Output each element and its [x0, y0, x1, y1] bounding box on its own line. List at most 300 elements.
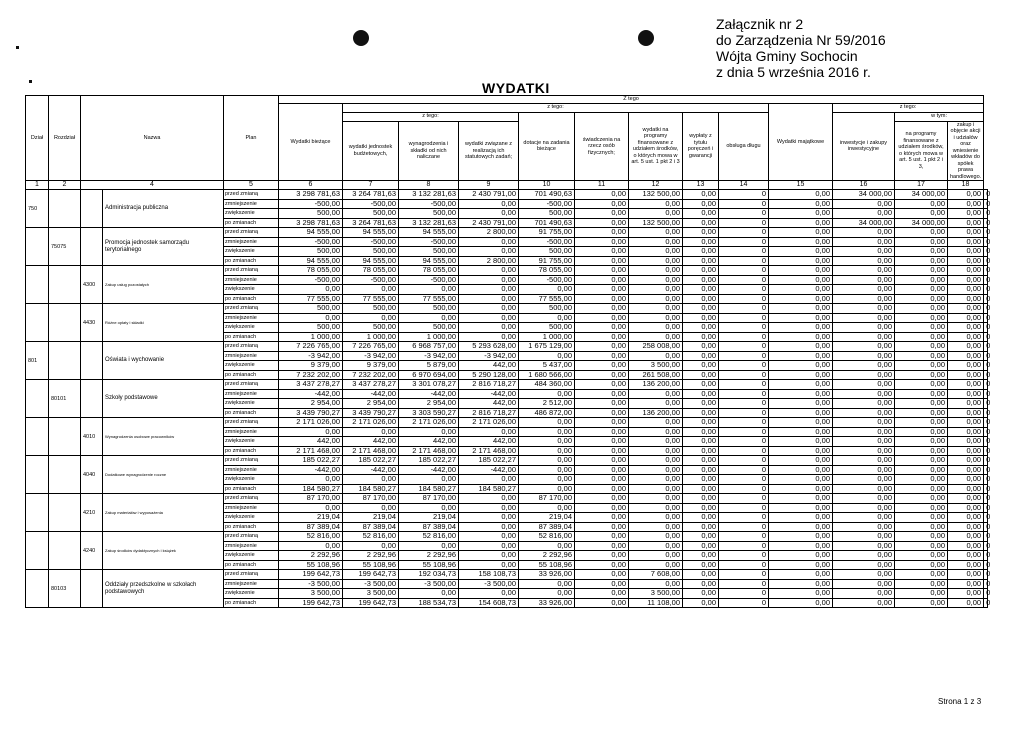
amount-cell: 258 008,00 [629, 342, 683, 352]
amount-cell: 55 108,96 [519, 560, 575, 570]
amount-cell: 0,00 [769, 427, 833, 437]
amount-cell: 2 954,00 [343, 399, 399, 409]
amount-cell: 0,00 [519, 484, 575, 494]
amount-cell: 0,00 [683, 475, 719, 485]
amount-cell: 0 [984, 342, 988, 352]
amount-cell: 0,00 [575, 190, 629, 200]
amount-cell: 0,00 [683, 389, 719, 399]
amount-cell: 0,00 [575, 465, 629, 475]
amount-cell: 0 [719, 551, 769, 561]
amount-cell: 0 [984, 332, 988, 342]
amount-cell: 0,00 [769, 247, 833, 257]
amount-cell: 132 500,00 [629, 190, 683, 200]
amount-cell: 78 055,00 [343, 266, 399, 276]
amount-cell: 77 555,00 [279, 294, 343, 304]
amount-cell: 0,00 [575, 503, 629, 513]
amount-cell: 2 171 468,00 [399, 446, 459, 456]
amount-cell: 0,00 [948, 551, 984, 561]
column-number: 7 [343, 181, 399, 190]
amount-cell: 500,00 [279, 323, 343, 333]
row-type-label: zmniejszenie [224, 465, 279, 475]
dzial-code [26, 532, 49, 570]
amount-cell: 0,00 [948, 199, 984, 209]
amount-cell: 219,04 [343, 513, 399, 523]
amount-cell: 94 555,00 [399, 256, 459, 266]
amount-cell: 0 [984, 209, 988, 219]
amount-cell: -3 942,00 [399, 351, 459, 361]
amount-cell: 87 389,04 [343, 522, 399, 532]
amount-cell: 0,00 [895, 342, 948, 352]
amount-cell: 87 389,04 [519, 522, 575, 532]
amount-cell: 0,00 [769, 313, 833, 323]
amount-cell: 87 389,04 [399, 522, 459, 532]
amount-cell: 0,00 [895, 285, 948, 295]
amount-cell: 0,00 [833, 313, 895, 323]
amount-cell: -442,00 [399, 389, 459, 399]
dzial-code: 801 [26, 342, 49, 380]
amount-cell: 0 [984, 294, 988, 304]
amount-cell: 0,00 [833, 237, 895, 247]
amount-cell: 0,00 [575, 256, 629, 266]
amount-cell: 0,00 [769, 579, 833, 589]
amount-cell: 500,00 [519, 304, 575, 314]
paragraf-code: 4240 [81, 532, 103, 570]
amount-cell: 0 [984, 237, 988, 247]
amount-cell: 0,00 [575, 342, 629, 352]
amount-cell: 0,00 [948, 513, 984, 523]
item-name: Dodatkowe wynagrodzenie roczne [103, 456, 224, 494]
amount-cell: 0,00 [629, 237, 683, 247]
paragraf-code: 4040 [81, 456, 103, 494]
amount-cell: 0,00 [948, 570, 984, 580]
amount-cell: -500,00 [343, 199, 399, 209]
amount-cell: 0 [719, 541, 769, 551]
amount-cell: 0,00 [895, 598, 948, 608]
amount-cell: 0 [984, 589, 988, 599]
amount-cell: 0,00 [575, 456, 629, 466]
amount-cell: 0,00 [279, 503, 343, 513]
amount-cell: 0,00 [399, 503, 459, 513]
amount-cell: 0,00 [575, 361, 629, 371]
amount-cell: 7 232 202,00 [279, 370, 343, 380]
amount-cell: 0,00 [683, 256, 719, 266]
amount-cell: 77 555,00 [343, 294, 399, 304]
amount-cell: 0 [984, 190, 988, 200]
amount-cell: 0,00 [769, 361, 833, 371]
amount-cell: 219,04 [279, 513, 343, 523]
amount-cell: 78 055,00 [279, 266, 343, 276]
amount-cell: 0,00 [895, 199, 948, 209]
amount-cell: 0,00 [895, 399, 948, 409]
rozdzial-code [49, 532, 81, 570]
amount-cell: 500,00 [399, 209, 459, 219]
amount-cell: 184 580,27 [279, 484, 343, 494]
row-type-label: zwiększenie [224, 323, 279, 333]
amount-cell: 0,00 [948, 237, 984, 247]
row-type-label: zmniejszenie [224, 199, 279, 209]
col-header-wydatki-jednostek: wydatki jednostek budżetowych, [343, 121, 399, 181]
amount-cell: 0,00 [895, 513, 948, 523]
amount-cell: 0,00 [833, 209, 895, 219]
amount-cell: 0,00 [575, 332, 629, 342]
amount-cell: 0,00 [575, 541, 629, 551]
amount-cell: 0,00 [948, 494, 984, 504]
dzial-code [26, 570, 49, 608]
col-header-zakup-akcji: zakup i objęcie akcji i udziałów oraz wniesienie wkładów do spółek prawa handlowego. [948, 121, 984, 181]
amount-cell: 52 816,00 [343, 532, 399, 542]
amount-cell: 0 [719, 313, 769, 323]
row-type-label: po zmianach [224, 522, 279, 532]
amount-cell: 0,00 [575, 437, 629, 447]
amount-cell: 0,00 [629, 560, 683, 570]
amount-cell: 3 439 790,27 [279, 408, 343, 418]
row-type-label: zmniejszenie [224, 237, 279, 247]
amount-cell: 0,00 [895, 456, 948, 466]
amount-cell: 2 171 468,00 [343, 446, 399, 456]
amount-cell: 184 580,27 [459, 484, 519, 494]
table-row [26, 570, 988, 580]
amount-cell: 0,00 [895, 380, 948, 390]
amount-cell: 0,00 [459, 285, 519, 295]
amount-cell: 0,00 [519, 475, 575, 485]
amount-cell: 0,00 [575, 285, 629, 295]
amount-cell: 0,00 [948, 190, 984, 200]
col-header-programy-majatkowe: na programy finansowane z udziałem środków, o których mowa w art. 5 ust. 1 pkt 2 i 3, [895, 121, 948, 181]
amount-cell: 0 [984, 399, 988, 409]
row-type-label: przed zmianą [224, 532, 279, 542]
amount-cell: 0,00 [895, 484, 948, 494]
column-number: 1 [26, 181, 49, 190]
amount-cell: 2 292,96 [279, 551, 343, 561]
amount-cell: 0,00 [399, 541, 459, 551]
amount-cell: 0,00 [769, 399, 833, 409]
amount-cell: 2 800,00 [459, 256, 519, 266]
amount-cell: 0,00 [459, 532, 519, 542]
row-type-label: zmniejszenie [224, 503, 279, 513]
amount-cell: 0,00 [683, 418, 719, 428]
amount-cell: 0,00 [575, 532, 629, 542]
amount-cell: 55 108,96 [399, 560, 459, 570]
amount-cell: 0 [719, 228, 769, 238]
amount-cell: 2 171 026,00 [399, 418, 459, 428]
amount-cell: 0 [719, 370, 769, 380]
column-number: 11 [575, 181, 629, 190]
paragraf-code: 4430 [81, 304, 103, 342]
amount-cell: 185 022,27 [399, 456, 459, 466]
amount-cell: 0,00 [769, 218, 833, 228]
amount-cell: 0,00 [895, 446, 948, 456]
document-header [716, 16, 886, 80]
amount-cell: 0,00 [769, 522, 833, 532]
amount-cell: 0,00 [683, 370, 719, 380]
amount-cell: 0,00 [279, 285, 343, 295]
amount-cell: 0,00 [948, 389, 984, 399]
amount-cell: 0 [984, 532, 988, 542]
amount-cell: 0,00 [629, 532, 683, 542]
amount-cell: 184 580,27 [343, 484, 399, 494]
amount-cell: 500,00 [279, 247, 343, 257]
amount-cell: -442,00 [279, 389, 343, 399]
paragraf-code: 4300 [81, 266, 103, 304]
amount-cell: 0 [719, 503, 769, 513]
amount-cell: 0,00 [629, 209, 683, 219]
amount-cell: 219,04 [519, 513, 575, 523]
amount-cell: 154 608,73 [459, 598, 519, 608]
row-type-label: zwiększenie [224, 247, 279, 257]
col-header-wydatki-biezace: Wydatki bieżące [279, 103, 343, 181]
column-number: 4 [81, 181, 224, 190]
amount-cell: 0 [984, 446, 988, 456]
amount-cell: 1 000,00 [279, 332, 343, 342]
dzial-code [26, 456, 49, 494]
col-header-z-tego-majatkowe: z tego: [833, 103, 984, 112]
amount-cell: 0,00 [459, 209, 519, 219]
amount-cell: 0,00 [948, 437, 984, 447]
row-type-label: po zmianach [224, 560, 279, 570]
amount-cell: 2 171 026,00 [343, 418, 399, 428]
amount-cell: 500,00 [399, 247, 459, 257]
row-type-label: przed zmianą [224, 418, 279, 428]
amount-cell: 0,00 [948, 218, 984, 228]
amount-cell: 9 379,00 [343, 361, 399, 371]
amount-cell: 0,00 [683, 399, 719, 409]
amount-cell: 0,00 [459, 313, 519, 323]
amount-cell: 2 800,00 [459, 228, 519, 238]
amount-cell: 94 555,00 [343, 256, 399, 266]
amount-cell: 0 [719, 323, 769, 333]
amount-cell: 0,00 [575, 218, 629, 228]
amount-cell: 0,00 [575, 418, 629, 428]
amount-cell: 185 022,27 [279, 456, 343, 466]
header-line-mayor: Wójta Gminy Sochocin [716, 48, 858, 64]
scan-speck [29, 80, 32, 83]
amount-cell: -500,00 [279, 275, 343, 285]
amount-cell: 0,00 [895, 532, 948, 542]
amount-cell: 442,00 [279, 437, 343, 447]
amount-cell: 0,00 [683, 218, 719, 228]
amount-cell: 0,00 [948, 408, 984, 418]
amount-cell: 0,00 [895, 427, 948, 437]
amount-cell: 0,00 [629, 418, 683, 428]
amount-cell: 185 022,27 [459, 456, 519, 466]
amount-cell: 0 [984, 456, 988, 466]
rozdzial-code [49, 304, 81, 342]
amount-cell: 0,00 [459, 266, 519, 276]
amount-cell: 0,00 [683, 190, 719, 200]
amount-cell: 0 [984, 427, 988, 437]
row-type-label: zwiększenie [224, 513, 279, 523]
amount-cell: 0,00 [833, 484, 895, 494]
amount-cell: 1 000,00 [519, 332, 575, 342]
amount-cell: 0,00 [833, 304, 895, 314]
amount-cell: -442,00 [459, 389, 519, 399]
amount-cell: 5 290 128,00 [459, 370, 519, 380]
amount-cell: 0,00 [519, 427, 575, 437]
amount-cell: 0,00 [833, 570, 895, 580]
amount-cell: 0,00 [948, 342, 984, 352]
amount-cell: 0 [719, 304, 769, 314]
amount-cell: -500,00 [279, 237, 343, 247]
amount-cell: 0,00 [683, 342, 719, 352]
col-header-z-tego-jednostek: z tego: [343, 112, 519, 121]
amount-cell: 442,00 [459, 437, 519, 447]
amount-cell: 0 [719, 237, 769, 247]
amount-cell: 0,00 [629, 247, 683, 257]
amount-cell: 0,00 [683, 209, 719, 219]
amount-cell: 0 [719, 427, 769, 437]
amount-cell: 0,00 [399, 427, 459, 437]
amount-cell: 2 171 026,00 [459, 418, 519, 428]
amount-cell: 0,00 [769, 285, 833, 295]
column-number: 2 [49, 181, 81, 190]
amount-cell: 0,00 [769, 332, 833, 342]
amount-cell: 34 000,00 [833, 218, 895, 228]
amount-cell: 0 [719, 332, 769, 342]
amount-cell: 0 [984, 351, 988, 361]
amount-cell: 0 [984, 199, 988, 209]
amount-cell: 0,00 [769, 209, 833, 219]
amount-cell: 0,00 [769, 513, 833, 523]
amount-cell: 9 379,00 [279, 361, 343, 371]
amount-cell: -500,00 [519, 199, 575, 209]
row-type-label: przed zmianą [224, 342, 279, 352]
amount-cell: 77 555,00 [519, 294, 575, 304]
amount-cell: 7 226 765,00 [279, 342, 343, 352]
amount-cell: 0,00 [683, 446, 719, 456]
amount-cell: -442,00 [343, 389, 399, 399]
amount-cell: 0,00 [769, 351, 833, 361]
amount-cell: 0 [984, 313, 988, 323]
amount-cell: 0 [719, 465, 769, 475]
table-row [26, 532, 988, 542]
paragraf-code [81, 380, 103, 418]
amount-cell: 0,00 [575, 427, 629, 437]
header-line-ordinance: do Zarządzenia Nr 59/2016 [716, 32, 886, 48]
amount-cell: 0,00 [683, 427, 719, 437]
rozdzial-code: 80101 [49, 380, 81, 418]
amount-cell: 0,00 [683, 313, 719, 323]
row-type-label: zwiększenie [224, 399, 279, 409]
amount-cell: 0,00 [948, 370, 984, 380]
amount-cell: -500,00 [519, 275, 575, 285]
row-type-label: po zmianach [224, 370, 279, 380]
paragraf-code: 4010 [81, 418, 103, 456]
col-header-z-tego: Z tego [279, 96, 984, 104]
amount-cell: 0,00 [575, 199, 629, 209]
amount-cell: 0,00 [575, 323, 629, 333]
amount-cell: -3 942,00 [279, 351, 343, 361]
amount-cell: 0,00 [629, 199, 683, 209]
row-type-label: zmniejszenie [224, 427, 279, 437]
amount-cell: 158 108,73 [459, 570, 519, 580]
amount-cell: 52 816,00 [519, 532, 575, 542]
rozdzial-code [49, 342, 81, 380]
amount-cell: 219,04 [399, 513, 459, 523]
col-header-wynagrodzenia: wynagrodzenia i składki od nich naliczane [399, 121, 459, 181]
amount-cell: 0,00 [629, 494, 683, 504]
amount-cell: 0,00 [948, 228, 984, 238]
amount-cell: 0 [984, 579, 988, 589]
amount-cell: 87 170,00 [279, 494, 343, 504]
amount-cell: 184 580,27 [399, 484, 459, 494]
amount-cell: 0,00 [895, 389, 948, 399]
column-number: 15 [769, 181, 833, 190]
amount-cell: 0 [719, 285, 769, 295]
amount-cell: 7 232 202,00 [343, 370, 399, 380]
amount-cell: 0,00 [683, 332, 719, 342]
amount-cell: 0,00 [519, 465, 575, 475]
amount-cell: 0,00 [769, 342, 833, 352]
amount-cell: 0,00 [948, 541, 984, 551]
amount-cell: -500,00 [399, 275, 459, 285]
table-row [26, 304, 988, 314]
col-header-nazwa: Nazwa [81, 96, 224, 181]
amount-cell: 136 200,00 [629, 380, 683, 390]
amount-cell: 3 298 781,63 [279, 190, 343, 200]
amount-cell: 0,00 [683, 408, 719, 418]
amount-cell: 0,00 [833, 266, 895, 276]
amount-cell: 0 [984, 598, 988, 608]
amount-cell: 0,00 [895, 522, 948, 532]
amount-cell: 87 389,04 [279, 522, 343, 532]
amount-cell: 0,00 [279, 475, 343, 485]
amount-cell: 34 000,00 [895, 190, 948, 200]
amount-cell: -500,00 [519, 237, 575, 247]
amount-cell: -500,00 [399, 199, 459, 209]
amount-cell: 0,00 [629, 294, 683, 304]
amount-cell: 0,00 [769, 465, 833, 475]
amount-cell: 0,00 [629, 304, 683, 314]
amount-cell: 0 [719, 579, 769, 589]
amount-cell: 2 954,00 [279, 399, 343, 409]
amount-cell: 0 [719, 399, 769, 409]
amount-cell: 0,00 [948, 456, 984, 466]
amount-cell: 3 132 281,63 [399, 218, 459, 228]
amount-cell: 0 [984, 247, 988, 257]
amount-cell: 0,00 [683, 532, 719, 542]
amount-cell: 0,00 [833, 513, 895, 523]
row-type-label: zwiększenie [224, 589, 279, 599]
amount-cell: 0,00 [769, 551, 833, 561]
amount-cell: 0,00 [833, 275, 895, 285]
amount-cell: -3 942,00 [459, 351, 519, 361]
amount-cell: 0 [719, 190, 769, 200]
dzial-code [26, 494, 49, 532]
amount-cell: 0,00 [895, 494, 948, 504]
amount-cell: 0,00 [948, 427, 984, 437]
amount-cell: 0,00 [895, 579, 948, 589]
amount-cell: 0 [719, 199, 769, 209]
amount-cell: 0,00 [279, 313, 343, 323]
amount-cell: 0,00 [895, 465, 948, 475]
amount-cell: -500,00 [279, 199, 343, 209]
amount-cell: 0,00 [575, 551, 629, 561]
amount-cell: 33 926,00 [519, 570, 575, 580]
amount-cell: -3 500,00 [343, 579, 399, 589]
paragraf-code [81, 342, 103, 380]
amount-cell: 0,00 [895, 551, 948, 561]
amount-cell: -3 942,00 [343, 351, 399, 361]
amount-cell: 0 [984, 323, 988, 333]
amount-cell: 0,00 [769, 484, 833, 494]
amount-cell: 442,00 [343, 437, 399, 447]
amount-cell: 0,00 [519, 446, 575, 456]
amount-cell: 0 [984, 503, 988, 513]
amount-cell: 199 642,73 [279, 598, 343, 608]
amount-cell: 0,00 [629, 541, 683, 551]
amount-cell: 0,00 [769, 437, 833, 447]
amount-cell: 0,00 [459, 427, 519, 437]
